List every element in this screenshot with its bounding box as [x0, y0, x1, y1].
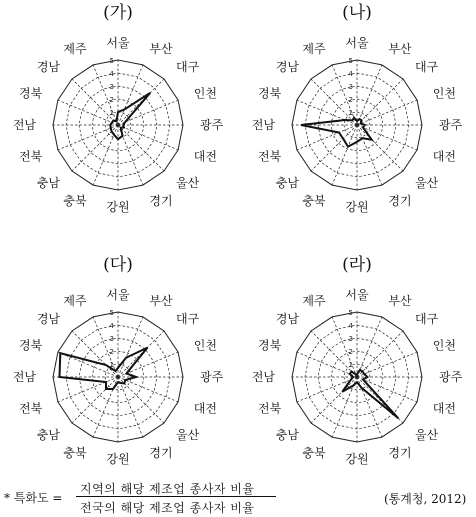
- category-label: 강원: [106, 452, 130, 466]
- tick-label: 3: [109, 335, 114, 343]
- spoke: [357, 331, 403, 377]
- category-label: 전남: [12, 370, 36, 384]
- radar-chart-2: [252, 2, 463, 214]
- category-label: 광주: [439, 118, 463, 132]
- category-label: 전북: [258, 149, 282, 164]
- category-label: 광주: [200, 118, 224, 132]
- radar-chart-1: [13, 3, 224, 214]
- source-note: (통계청, 2012): [384, 492, 467, 506]
- category-label: 인천: [193, 338, 217, 353]
- category-label: 경남: [36, 60, 60, 74]
- category-label: 인천: [432, 86, 456, 101]
- category-label: 대전: [432, 149, 456, 164]
- category-label: 경기: [149, 193, 173, 208]
- category-label: 충남: [36, 428, 60, 442]
- category-label: 경북: [258, 338, 282, 353]
- category-label: 제주: [63, 42, 87, 57]
- category-label: 서울: [106, 36, 130, 50]
- tick-label: 4: [348, 70, 353, 78]
- footnote-numerator: 지역의 해당 제조업 종사자 비율: [80, 482, 255, 496]
- category-label: 대구: [176, 60, 200, 74]
- tick-label: 5: [109, 309, 114, 317]
- tick-label: 5: [348, 309, 353, 317]
- category-label: 서울: [345, 288, 369, 302]
- tick-label: 4: [348, 322, 353, 330]
- category-label: 제주: [302, 294, 326, 309]
- category-label: 제주: [63, 294, 87, 309]
- tick-label: 1: [348, 109, 353, 117]
- category-label: 전북: [19, 149, 43, 164]
- tick-label: 1: [109, 361, 114, 369]
- chart-title: (다): [103, 255, 133, 275]
- category-label: 충북: [302, 193, 326, 208]
- category-label: 충남: [275, 176, 299, 190]
- category-label: 충북: [63, 445, 87, 460]
- category-label: 강원: [345, 200, 369, 214]
- category-label: 강원: [345, 452, 369, 466]
- tick-label: 1: [348, 361, 353, 369]
- tick-label: 4: [109, 70, 114, 78]
- category-label: 대전: [193, 401, 217, 416]
- chart-title: (라): [342, 255, 372, 275]
- spoke: [311, 377, 357, 423]
- spoke: [72, 377, 118, 423]
- radar-chart-4: [252, 255, 463, 466]
- category-label: 울산: [415, 176, 439, 190]
- category-label: 전남: [251, 118, 275, 132]
- category-label: 부산: [149, 42, 173, 57]
- category-label: 강원: [106, 200, 130, 214]
- tick-label: 5: [348, 57, 353, 65]
- tick-label: 3: [348, 335, 353, 343]
- chart-title: (나): [342, 3, 372, 23]
- category-label: 부산: [388, 294, 412, 309]
- chart-title: (가): [103, 3, 133, 23]
- tick-label: 4: [109, 322, 114, 330]
- category-label: 울산: [176, 428, 200, 442]
- category-label: 대구: [415, 60, 439, 74]
- category-label: 충남: [36, 176, 60, 190]
- footnote-denominator: 전국의 해당 제조업 종사자 비율: [80, 501, 255, 515]
- category-label: 광주: [200, 370, 224, 384]
- category-label: 울산: [176, 176, 200, 190]
- category-label: 대구: [415, 312, 439, 326]
- category-label: 경기: [388, 193, 412, 208]
- tick-label: 1: [109, 109, 114, 117]
- series-line: [110, 93, 150, 140]
- category-label: 경북: [19, 338, 43, 353]
- category-label: 서울: [345, 36, 369, 50]
- tick-label: 3: [109, 83, 114, 91]
- category-label: 경북: [19, 86, 43, 101]
- tick-label: 2: [109, 348, 114, 356]
- series-line: [301, 118, 372, 147]
- radar-chart-3: [13, 255, 224, 466]
- category-label: 대전: [432, 401, 456, 416]
- tick-label: 5: [109, 57, 114, 65]
- category-label: 울산: [415, 428, 439, 442]
- category-label: 경기: [388, 445, 412, 460]
- category-label: 경남: [275, 312, 299, 326]
- spoke: [118, 79, 164, 125]
- tick-label: 2: [109, 96, 114, 104]
- category-label: 광주: [439, 370, 463, 384]
- spoke: [357, 125, 403, 171]
- category-label: 전북: [258, 401, 282, 416]
- category-label: 전북: [19, 401, 43, 416]
- category-label: 대구: [176, 312, 200, 326]
- category-label: 전남: [12, 118, 36, 132]
- category-label: 경남: [36, 312, 60, 326]
- fraction-bar: [76, 496, 276, 497]
- footnote-prefix: * 특화도 =: [4, 491, 63, 505]
- category-label: 충북: [302, 445, 326, 460]
- category-label: 경기: [149, 445, 173, 460]
- category-label: 부산: [388, 42, 412, 57]
- category-label: 인천: [432, 338, 456, 353]
- category-label: 경북: [258, 86, 282, 101]
- tick-label: 3: [348, 83, 353, 91]
- spoke: [357, 79, 403, 125]
- category-label: 전남: [251, 370, 275, 384]
- footnote: [4, 480, 304, 514]
- category-label: 충남: [275, 428, 299, 442]
- category-label: 경남: [275, 60, 299, 74]
- category-label: 충북: [63, 193, 87, 208]
- category-label: 인천: [193, 86, 217, 101]
- tick-label: 2: [348, 348, 353, 356]
- tick-label: 2: [348, 96, 353, 104]
- category-label: 부산: [149, 294, 173, 309]
- spoke: [118, 125, 164, 171]
- category-label: 서울: [106, 288, 130, 302]
- category-label: 제주: [302, 42, 326, 57]
- category-label: 대전: [193, 149, 217, 164]
